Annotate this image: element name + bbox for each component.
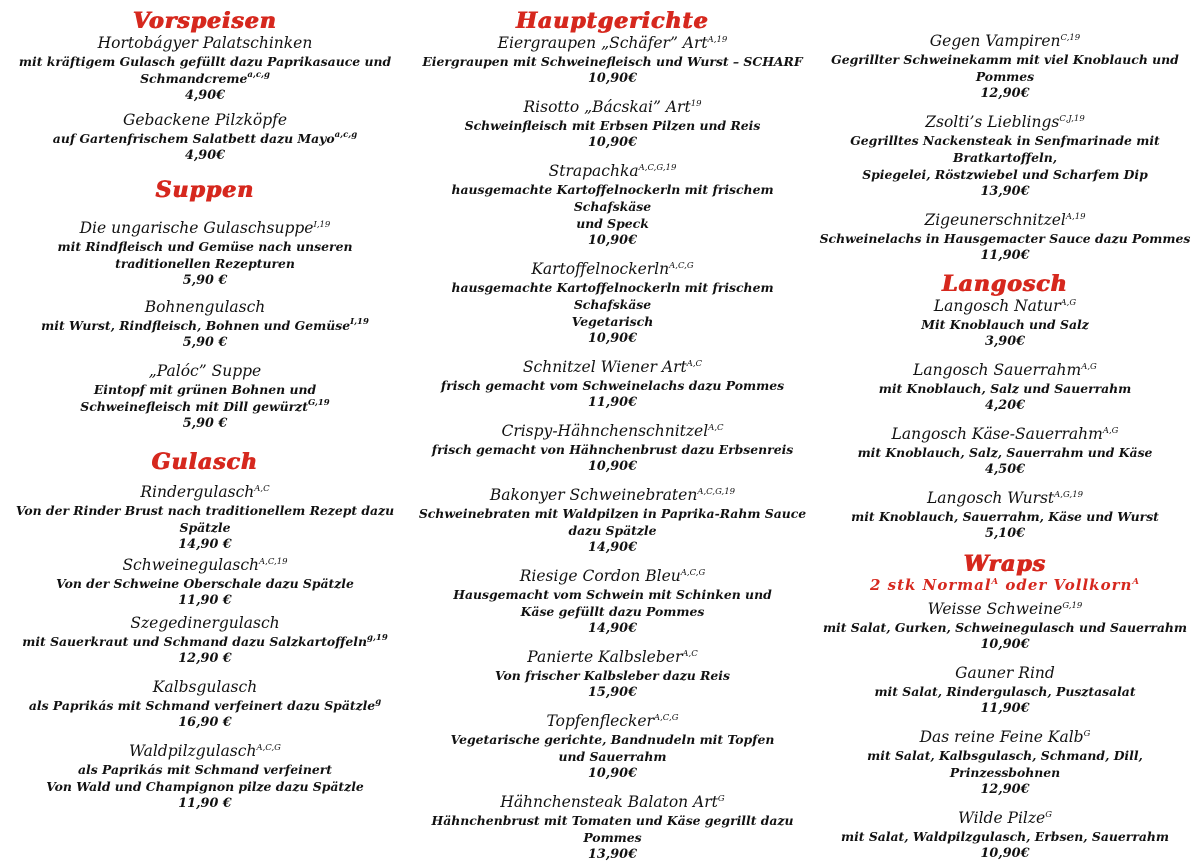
dish-name bbox=[415, 567, 810, 586]
menu-item bbox=[0, 614, 410, 668]
dish-price: 12,90 € bbox=[178, 651, 232, 666]
dish-name-text: Zsolti’s Lieblings bbox=[925, 113, 1060, 131]
allergen-code: C,J,19 bbox=[1059, 114, 1085, 124]
dish-price: 10,90€ bbox=[588, 135, 637, 150]
description-text: Hähnchenbrust mit Tomaten und Käse gegrillt dazu Pommes bbox=[431, 813, 794, 845]
allergen-code: A,C,G,19 bbox=[638, 163, 677, 173]
description-text: Gegrillter Schweinekamm mit viel Knoblauch und Pommes bbox=[831, 52, 1179, 84]
allergen-code: A bbox=[991, 577, 1000, 587]
dish-description bbox=[0, 238, 410, 255]
allergen-code: I,19 bbox=[350, 317, 369, 327]
allergen-code: a,c,g bbox=[334, 130, 358, 140]
dish-name-text: Szegedinergulasch bbox=[130, 614, 280, 632]
description-text: mit Knoblauch, Salz, Sauerrahm und Käse bbox=[857, 445, 1153, 460]
dish-name bbox=[415, 648, 810, 667]
dish-description bbox=[415, 53, 810, 70]
dish-price: 12,90€ bbox=[980, 782, 1030, 797]
dish-description bbox=[810, 828, 1200, 845]
dish-description bbox=[0, 130, 410, 147]
dish-price: 12,90€ bbox=[980, 86, 1030, 101]
dish-name bbox=[0, 483, 410, 502]
menu-item bbox=[810, 489, 1200, 543]
description-text: Gegrilltes Nackensteak in Senfmarinade mit Bratkartoffeln, bbox=[850, 133, 1160, 165]
menu-item bbox=[0, 678, 410, 732]
dish-description bbox=[0, 317, 410, 334]
description-text: Vegetarische gerichte, Bandnudeln mit Topfen bbox=[450, 732, 775, 747]
dish-description bbox=[415, 603, 810, 620]
dish-description bbox=[810, 380, 1200, 397]
menu-item bbox=[0, 34, 410, 105]
allergen-code: A,C bbox=[254, 484, 270, 494]
dish-price: 5,90 € bbox=[182, 416, 228, 431]
allergen-code: C,19 bbox=[1060, 33, 1081, 43]
allergen-code: A,G bbox=[1081, 362, 1097, 372]
allergen-code: 19 bbox=[690, 99, 702, 109]
description-text: mit Salat, Gurken, Schweinegulasch und Sauerrahm bbox=[822, 620, 1188, 635]
description-text: mit Salat, Rindergulasch, Pusztasalat bbox=[874, 684, 1136, 699]
description-text: frisch gemacht vom Schweinelachs dazu Pommes bbox=[440, 378, 785, 393]
dish-description bbox=[810, 508, 1200, 525]
dish-name bbox=[810, 32, 1200, 51]
dish-name-text: Riesige Cordon Bleu bbox=[519, 567, 681, 585]
menu-column-1 bbox=[0, 8, 410, 813]
menu-item bbox=[0, 556, 410, 610]
allergen-code: A,G bbox=[1060, 298, 1077, 308]
allergen-code: a,c,g bbox=[247, 70, 270, 80]
allergen-code: G bbox=[1045, 810, 1053, 820]
dish-description bbox=[810, 444, 1200, 461]
dish-name-text: Die ungarische Gulaschsuppe bbox=[79, 219, 314, 237]
dish-name-text: Kartoffelnockerln bbox=[531, 260, 670, 278]
allergen-code: I,19 bbox=[313, 220, 331, 230]
menu-item bbox=[810, 113, 1200, 201]
menu-item bbox=[810, 361, 1200, 415]
description-text: Von der Rinder Brust nach traditionellem Rezept dazu Spätzle bbox=[15, 503, 395, 535]
allergen-code: A,C bbox=[686, 359, 703, 369]
description-text: mit Knoblauch, Sauerrahm, Käse und Wurst bbox=[851, 509, 1159, 524]
dish-description bbox=[0, 502, 410, 536]
subheading-text: 2 stk Normal bbox=[869, 576, 992, 594]
dish-name-text: Strapachka bbox=[548, 162, 639, 180]
description-text: mit Knoblauch, Salz und Sauerrahm bbox=[878, 381, 1132, 396]
dish-name-text: Topfenflecker bbox=[546, 712, 654, 730]
dish-description bbox=[415, 731, 810, 748]
dish-price: 14,90€ bbox=[588, 621, 637, 636]
dish-description bbox=[810, 230, 1200, 247]
allergen-code: A,19 bbox=[707, 35, 728, 45]
description-text: mit kräftigem Gulasch gefüllt dazu Paprikasauce und bbox=[18, 54, 392, 69]
dish-description bbox=[0, 761, 410, 778]
dish-description bbox=[415, 586, 810, 603]
menu-item bbox=[810, 211, 1200, 265]
dish-name bbox=[0, 111, 410, 130]
dish-price: 4,90€ bbox=[184, 88, 226, 103]
dish-name-text: Risotto „Bácskai” Art bbox=[523, 98, 691, 116]
allergen-code: A,C,G,19 bbox=[697, 487, 736, 497]
dish-price: 4,20€ bbox=[984, 398, 1026, 413]
allergen-code: g bbox=[375, 697, 382, 707]
dish-price: 10,90€ bbox=[588, 233, 637, 248]
dish-name-text: Langosch Sauerrahm bbox=[913, 361, 1082, 379]
menu-item bbox=[810, 728, 1200, 799]
dish-name-text: Langosch Wurst bbox=[926, 489, 1055, 507]
allergen-code: A,C,G bbox=[669, 261, 694, 271]
section-heading: Langosch bbox=[942, 271, 1068, 297]
dish-description bbox=[415, 522, 810, 539]
menu-column-2 bbox=[415, 8, 810, 864]
dish-name bbox=[415, 98, 810, 117]
menu-item bbox=[0, 111, 410, 165]
dish-name bbox=[810, 113, 1200, 132]
dish-name bbox=[810, 809, 1200, 828]
dish-description bbox=[0, 381, 410, 398]
description-text: als Paprikás mit Schmand verfeinert dazu Spätzle bbox=[28, 698, 376, 713]
description-text: Schweinfleisch mit Erbsen Pilzen und Reis bbox=[464, 118, 761, 133]
description-text: Schweinelachs in Hausgemacter Sauce dazu Pommes bbox=[819, 231, 1191, 246]
dish-description bbox=[415, 812, 810, 846]
dish-price: 5,90 € bbox=[182, 335, 228, 350]
dish-name-text: Langosch Natur bbox=[933, 297, 1061, 315]
dish-description bbox=[810, 166, 1200, 183]
dish-name-text: Zigeunerschnitzel bbox=[924, 211, 1066, 229]
dish-price: 11,90€ bbox=[980, 701, 1030, 716]
menu-item bbox=[0, 219, 410, 290]
description-text: auf Gartenfrischem Salatbett dazu Mayo bbox=[52, 131, 335, 146]
dish-name-text: Das reine Feine Kalb bbox=[919, 728, 1084, 746]
dish-price: 11,90€ bbox=[588, 395, 637, 410]
dish-description bbox=[415, 667, 810, 684]
menu-item bbox=[415, 358, 810, 412]
dish-description bbox=[415, 117, 810, 134]
description-text: mit Salat, Waldpilzgulasch, Erbsen, Sauerrahm bbox=[840, 829, 1170, 844]
dish-name-text: Crispy-Hähnchenschnitzel bbox=[501, 422, 709, 440]
menu-item bbox=[415, 260, 810, 348]
allergen-code: A,19 bbox=[1065, 212, 1086, 222]
dish-name bbox=[0, 614, 410, 633]
dish-description bbox=[810, 619, 1200, 636]
description-text: mit Salat, Kalbsgulasch, Schmand, Dill, Prinzessbohnen bbox=[867, 748, 1143, 780]
allergen-code: G bbox=[717, 794, 725, 804]
dish-price: 10,90€ bbox=[588, 71, 637, 86]
dish-name bbox=[0, 556, 410, 575]
section-heading: Hauptgerichte bbox=[516, 8, 709, 34]
dish-price: 10,90€ bbox=[588, 331, 637, 346]
dish-name-text: Gegen Vampiren bbox=[929, 32, 1061, 50]
dish-name bbox=[810, 297, 1200, 316]
dish-price: 5,90 € bbox=[182, 273, 228, 288]
dish-price: 11,90 € bbox=[178, 796, 232, 811]
allergen-code: A,C bbox=[708, 423, 724, 433]
description-text: und Speck bbox=[576, 216, 649, 231]
dish-description bbox=[0, 575, 410, 592]
menu-item bbox=[415, 162, 810, 250]
dish-name bbox=[810, 489, 1200, 508]
menu-item bbox=[810, 32, 1200, 103]
dish-name-text: Weisse Schweine bbox=[927, 600, 1063, 618]
menu-item bbox=[810, 297, 1200, 351]
menu-item bbox=[415, 422, 810, 476]
description-text: Eiergraupen mit Schweinefleisch und Wurst – SCHARF bbox=[422, 54, 803, 69]
dish-description bbox=[415, 505, 810, 522]
menu-item bbox=[810, 809, 1200, 863]
dish-description bbox=[810, 132, 1200, 166]
description-text: Schmandcreme bbox=[140, 71, 248, 86]
menu-item bbox=[415, 793, 810, 864]
description-text: mit Wurst, Rindfleisch, Bohnen und Gemüse bbox=[41, 318, 351, 333]
description-text: Von frischer Kalbsleber dazu Reis bbox=[495, 668, 730, 683]
menu-column-3 bbox=[810, 8, 1200, 863]
dish-name-text: Wilde Pilze bbox=[957, 809, 1046, 827]
dish-name-text: Hortobágyer Palatschinken bbox=[97, 34, 313, 52]
dish-price: 4,90€ bbox=[184, 148, 226, 163]
dish-name-text: Gebackene Pilzköpfe bbox=[122, 111, 288, 129]
dish-description bbox=[415, 748, 810, 765]
description-text: Mit Knoblauch und Salz bbox=[921, 317, 1089, 332]
description-text: Käse gefüllt dazu Pommes bbox=[520, 604, 705, 619]
dish-price: 4,50€ bbox=[984, 462, 1026, 477]
section-heading: Vorspeisen bbox=[133, 8, 277, 34]
allergen-code: G,19 bbox=[307, 398, 330, 408]
section-heading: Suppen bbox=[155, 177, 255, 203]
dish-price: 15,90€ bbox=[588, 685, 637, 700]
dish-description bbox=[810, 683, 1200, 700]
dish-description bbox=[0, 633, 410, 650]
dish-price: 10,90€ bbox=[980, 637, 1030, 652]
dish-name-text: Schnitzel Wiener Art bbox=[522, 358, 687, 376]
description-text: Vegetarisch bbox=[571, 314, 654, 329]
dish-description bbox=[810, 51, 1200, 85]
description-text: als Paprikás mit Schmand verfeinert bbox=[78, 762, 332, 777]
allergen-code: A,C,G bbox=[653, 713, 679, 723]
allergen-code: A,G bbox=[1102, 426, 1119, 436]
dish-name-text: Rindergulasch bbox=[140, 483, 255, 501]
dish-name bbox=[0, 742, 410, 761]
dish-name bbox=[0, 34, 410, 53]
section-subheading bbox=[810, 577, 1200, 594]
dish-name bbox=[415, 358, 810, 377]
dish-description bbox=[415, 181, 810, 215]
menu-item bbox=[415, 567, 810, 638]
dish-description bbox=[0, 697, 410, 714]
allergen-code: A,C,G bbox=[256, 743, 281, 753]
dish-name bbox=[810, 600, 1200, 619]
menu-item bbox=[0, 742, 410, 813]
dish-price: 16,90 € bbox=[178, 715, 232, 730]
dish-description bbox=[810, 316, 1200, 333]
section-heading: Wraps bbox=[963, 551, 1047, 577]
menu-item bbox=[0, 362, 410, 433]
description-text: Hausgemacht vom Schwein mit Schinken und bbox=[453, 587, 772, 602]
allergen-code: A,C,19 bbox=[259, 557, 288, 567]
allergen-code: g,19 bbox=[367, 633, 388, 643]
dish-price: 5,10€ bbox=[984, 526, 1026, 541]
menu-item bbox=[810, 425, 1200, 479]
description-text: Schweinebraten mit Waldpilzen in Paprika-Rahm Sauce bbox=[418, 506, 807, 521]
menu-item bbox=[415, 98, 810, 152]
dish-name-text: Kalbsgulasch bbox=[152, 678, 258, 696]
description-text: frisch gemacht von Hähnchenbrust dazu Erbsenreis bbox=[431, 442, 794, 457]
dish-name bbox=[810, 728, 1200, 747]
menu-item bbox=[0, 298, 410, 352]
menu-item bbox=[415, 712, 810, 783]
dish-price: 11,90€ bbox=[980, 248, 1030, 263]
dish-name-text: Bohnengulasch bbox=[144, 298, 266, 316]
menu-item bbox=[810, 664, 1200, 718]
dish-price: 3,90€ bbox=[984, 334, 1026, 349]
dish-name bbox=[415, 793, 810, 812]
description-text: hausgemachte Kartoffelnockerln mit frischem Schafskäse bbox=[451, 280, 774, 312]
dish-price: 13,90€ bbox=[588, 847, 637, 862]
description-text: mit Rindfleisch und Gemüse nach unseren bbox=[57, 239, 353, 254]
dish-description bbox=[415, 441, 810, 458]
dish-price: 13,90€ bbox=[980, 184, 1030, 199]
dish-name bbox=[810, 361, 1200, 380]
description-text: Schweinefleisch mit Dill gewürzt bbox=[80, 399, 308, 414]
dish-name-text: „Palóc” Suppe bbox=[148, 362, 262, 380]
dish-name bbox=[415, 486, 810, 505]
description-text: Spiegelei, Röstzwiebel und Scharfem Dip bbox=[862, 167, 1148, 182]
dish-description bbox=[415, 313, 810, 330]
menu-item bbox=[415, 648, 810, 702]
dish-price: 11,90 € bbox=[178, 593, 232, 608]
description-text: Von der Schweine Oberschale dazu Spätzle bbox=[56, 576, 354, 591]
dish-price: 14,90 € bbox=[178, 537, 232, 552]
dish-price: 10,90€ bbox=[588, 459, 637, 474]
dish-name bbox=[0, 362, 410, 381]
dish-name bbox=[0, 298, 410, 317]
dish-name bbox=[0, 678, 410, 697]
dish-name bbox=[415, 422, 810, 441]
dish-description bbox=[415, 215, 810, 232]
dish-name-text: Hähnchensteak Balaton Art bbox=[500, 793, 718, 811]
dish-name-text: Gauner Rind bbox=[955, 664, 1055, 682]
allergen-code: A,G,19 bbox=[1054, 490, 1084, 500]
dish-description bbox=[415, 377, 810, 394]
description-text: Von Wald und Champignon pilze dazu Spätzle bbox=[46, 779, 364, 794]
menu-item bbox=[415, 34, 810, 88]
dish-description bbox=[0, 70, 410, 87]
menu-item bbox=[810, 600, 1200, 654]
dish-name-text: Langosch Käse-Sauerrahm bbox=[891, 425, 1103, 443]
dish-description bbox=[0, 398, 410, 415]
section-heading: Gulasch bbox=[151, 449, 259, 475]
description-text: dazu Spätzle bbox=[568, 523, 657, 538]
dish-description bbox=[415, 279, 810, 313]
dish-name bbox=[415, 712, 810, 731]
dish-name bbox=[810, 211, 1200, 230]
dish-name-text: Eiergraupen „Schäfer” Art bbox=[497, 34, 708, 52]
description-text: Eintopf mit grünen Bohnen und bbox=[93, 382, 317, 397]
dish-name bbox=[810, 664, 1200, 683]
dish-name bbox=[0, 219, 410, 238]
dish-price: 14,90€ bbox=[588, 540, 637, 555]
description-text: mit Sauerkraut und Schmand dazu Salzkartoffeln bbox=[22, 634, 368, 649]
dish-description bbox=[0, 255, 410, 272]
dish-description bbox=[0, 53, 410, 70]
dish-description bbox=[810, 747, 1200, 781]
dish-name-text: Panierte Kalbsleber bbox=[527, 648, 683, 666]
subheading-text: oder Vollkorn bbox=[999, 576, 1133, 594]
menu-item bbox=[0, 483, 410, 554]
dish-price: 10,90€ bbox=[588, 766, 637, 781]
allergen-code: G,19 bbox=[1062, 601, 1083, 611]
dish-name-text: Schweinegulasch bbox=[122, 556, 259, 574]
description-text: und Sauerrahm bbox=[558, 749, 667, 764]
description-text: traditionellen Rezepturen bbox=[115, 256, 295, 271]
menu-item bbox=[415, 486, 810, 557]
allergen-code: A bbox=[1132, 577, 1141, 587]
allergen-code: G bbox=[1083, 729, 1091, 739]
allergen-code: A,C,G bbox=[680, 568, 706, 578]
dish-name bbox=[415, 260, 810, 279]
dish-name bbox=[415, 34, 810, 53]
dish-name-text: Waldpilzgulasch bbox=[129, 742, 257, 760]
dish-price: 10,90€ bbox=[980, 846, 1030, 861]
dish-description bbox=[0, 778, 410, 795]
dish-name-text: Bakonyer Schweinebraten bbox=[489, 486, 698, 504]
description-text: hausgemachte Kartoffelnockerln mit frischem Schafskäse bbox=[451, 182, 774, 214]
dish-name bbox=[810, 425, 1200, 444]
dish-name bbox=[415, 162, 810, 181]
allergen-code: A,C bbox=[682, 649, 698, 659]
